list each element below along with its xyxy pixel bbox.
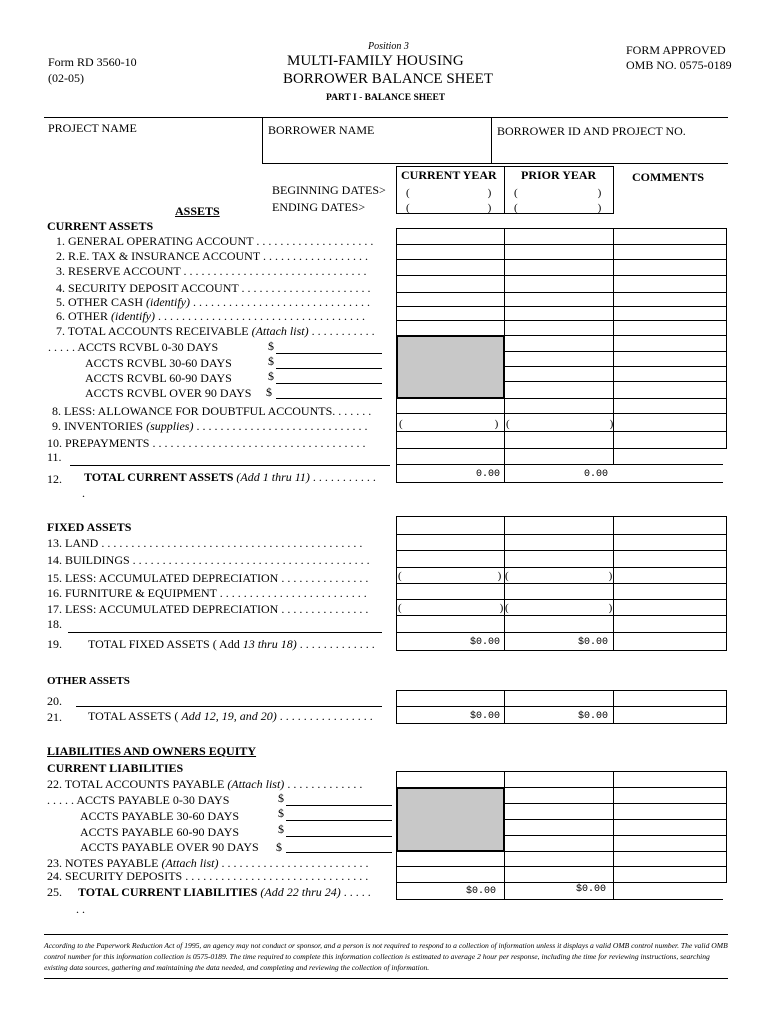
paperwork-reduction-notice: According to the Paperwork Reduction Act of 1995, an agency may not conduct or sponsor, and a person is not required to respond to a collection of information unless it displays a valid OMB control number. The valid OMB control number for this information collection is 0575-0189. The time required to complete this information collection is estimated to average 2 hour per response, including the time for reviewing instructions, searching existing data sources, gathering and maintaining the data needed, and completing and reviewing the collection of information. bbox=[44, 941, 728, 972]
current-year-header: CURRENT YEAR bbox=[401, 168, 497, 182]
line-15-cy-paren[interactable]: ( ) bbox=[398, 570, 502, 582]
ap-0-30-input[interactable] bbox=[286, 805, 392, 806]
ap-30-60-label: ACCTS PAYABLE 30-60 DAYS bbox=[80, 809, 240, 823]
line-8-label: 8. LESS: ALLOWANCE FOR DOUBTFUL ACCOUNTS. . . . . . . bbox=[52, 404, 372, 418]
total-assets-py: $0.00 bbox=[577, 711, 608, 722]
form-date: (02-05) bbox=[48, 71, 84, 85]
line-8-py-paren[interactable]: ( ) bbox=[506, 418, 614, 430]
total-current-liabilities-cy: $0.00 bbox=[465, 886, 496, 897]
omb-number: OMB NO. 0575-0189 bbox=[626, 58, 732, 72]
line-19-number: 19. bbox=[47, 637, 62, 651]
form-title-line2: BORROWER BALANCE SHEET bbox=[283, 71, 493, 87]
total-current-liabilities-py: $0.00 bbox=[575, 884, 606, 895]
ap-30-60-dollar: $ bbox=[278, 806, 284, 820]
line-10-label: 10. PREPAYMENTS . . . . . . . . . . . . . . . . . . . . . . . . . . . . . . . . . . . . bbox=[47, 436, 366, 450]
line-2-label: 2. R.E. TAX & INSURANCE ACCOUNT . . . . . . . . . . . . . . . . . . bbox=[56, 249, 368, 263]
prior-year-header: PRIOR YEAR bbox=[521, 168, 597, 182]
line-13-label: 13. LAND . . . . . . . . . . . . . . . . . . . . . . . . . . . . . . . . . . . . . . . . . . . . bbox=[47, 536, 363, 550]
ap-60-90-input[interactable] bbox=[286, 836, 392, 837]
line-1-label: 1. GENERAL OPERATING ACCOUNT . . . . . . . . . . . . . . . . . . . . bbox=[56, 234, 374, 248]
ar-30-60-dollar: $ bbox=[268, 354, 274, 368]
line-6-label: 6. OTHER (identify) . . . . . . . . . . . . . . . . . . . . . . . . . . . . . . . . . . . bbox=[56, 309, 365, 323]
line-24-label: 24. SECURITY DEPOSITS . . . . . . . . . . . . . . . . . . . . . . . . . . . . . . . bbox=[47, 869, 369, 883]
line-4-label: 4. SECURITY DEPOSIT ACCOUNT . . . . . . . . . . . . . . . . . . . . . . bbox=[56, 281, 371, 295]
borrower-id-field[interactable]: BORROWER ID AND PROJECT NO. bbox=[497, 124, 686, 138]
line-18-input[interactable] bbox=[68, 632, 382, 633]
line-11-input[interactable] bbox=[70, 465, 390, 466]
ap-over-90-dollar: $ bbox=[276, 840, 282, 854]
line-25-label: TOTAL CURRENT LIABILITIES (Add 22 thru 24) . . . . . bbox=[78, 885, 371, 899]
line-18-label: 18. bbox=[47, 617, 62, 631]
form-approved-label: FORM APPROVED bbox=[626, 43, 726, 57]
ap-60-90-label: ACCTS PAYABLE 60-90 DAYS bbox=[80, 825, 240, 839]
form-title-line1: MULTI-FAMILY HOUSING bbox=[287, 53, 464, 69]
ar-over-90-label: ACCTS RCVBL OVER 90 DAYS bbox=[85, 386, 252, 400]
beginning-dates-label: BEGINNING DATES> bbox=[272, 183, 386, 197]
ar-0-30-label: . . . . . ACCTS RCVBL 0-30 DAYS bbox=[48, 340, 219, 354]
line-17-label: 17. LESS: ACCUMULATED DEPRECIATION . . . . . . . . . . . . . . . bbox=[47, 602, 369, 616]
total-current-assets-cy: 0.00 bbox=[475, 469, 500, 480]
line-25-dots: . . bbox=[76, 902, 85, 916]
line-23-label: 23. NOTES PAYABLE (Attach list) . . . . . . . . . . . . . . . . . . . . . . . . . bbox=[47, 856, 369, 870]
total-assets-cy: $0.00 bbox=[469, 711, 500, 722]
ending-dates-label: ENDING DATES> bbox=[272, 200, 366, 214]
line-15-py-paren[interactable]: ( ) bbox=[505, 570, 613, 582]
ar-30-60-label: ACCTS RCVBL 30-60 DAYS bbox=[85, 356, 232, 370]
line-20-label: 20. bbox=[47, 694, 62, 708]
ar-shaded-cell bbox=[397, 336, 504, 398]
line-12-label: TOTAL CURRENT ASSETS (Add 1 thru 11) . . . . . . . . . . . bbox=[84, 470, 376, 484]
ar-60-90-label: ACCTS RCVBL 60-90 DAYS bbox=[85, 371, 232, 385]
line-21-number: 21. bbox=[47, 710, 62, 724]
project-name-field[interactable]: PROJECT NAME bbox=[48, 121, 137, 135]
py-beginning-date[interactable]: ( ) bbox=[514, 187, 602, 199]
ar-60-90-dollar: $ bbox=[268, 369, 274, 383]
line-19-label: TOTAL FIXED ASSETS ( Add 13 thru 18) . . . . . . . . . . . . . bbox=[88, 637, 375, 651]
form-number: Form RD 3560-10 bbox=[48, 55, 137, 69]
ap-over-90-input[interactable] bbox=[286, 852, 392, 853]
ar-0-30-dollar: $ bbox=[268, 339, 274, 353]
line-3-label: 3. RESERVE ACCOUNT . . . . . . . . . . . . . . . . . . . . . . . . . . . . . . . bbox=[56, 264, 367, 278]
ap-0-30-dollar: $ bbox=[278, 791, 284, 805]
py-ending-date[interactable]: ( ) bbox=[514, 202, 602, 214]
cy-ending-date[interactable]: ( ) bbox=[406, 202, 492, 214]
comments-header: COMMENTS bbox=[632, 170, 704, 184]
line-15-label: 15. LESS: ACCUMULATED DEPRECIATION . . . . . . . . . . . . . . . bbox=[47, 571, 369, 585]
part-label: PART I - BALANCE SHEET bbox=[326, 93, 446, 103]
assets-heading: ASSETS bbox=[175, 204, 220, 218]
total-fixed-assets-cy: $0.00 bbox=[469, 637, 500, 648]
line-17-cy-paren[interactable]: ( ) bbox=[398, 602, 504, 614]
line-12-dot: . bbox=[82, 486, 85, 500]
line-7-label: 7. TOTAL ACCOUNTS RECEIVABLE (Attach list) . . . . . . . . . . . bbox=[56, 324, 375, 338]
other-assets-heading: OTHER ASSETS bbox=[47, 675, 130, 687]
cy-beginning-date[interactable]: ( ) bbox=[406, 187, 492, 199]
ap-60-90-dollar: $ bbox=[278, 822, 284, 836]
line-22-label: 22. TOTAL ACCOUNTS PAYABLE (Attach list) . . . . . . . . . . . . . bbox=[47, 777, 363, 791]
line-25-number: 25. bbox=[47, 885, 62, 899]
line-5-label: 5. OTHER CASH (identify) . . . . . . . . . . . . . . . . . . . . . . . . . . . . . . bbox=[56, 295, 370, 309]
ap-0-30-label: . . . . . ACCTS PAYABLE 0-30 DAYS bbox=[47, 793, 230, 807]
ap-over-90-label: ACCTS PAYABLE OVER 90 DAYS bbox=[80, 840, 259, 854]
ar-over-90-input[interactable] bbox=[276, 398, 382, 399]
total-current-assets-py: 0.00 bbox=[583, 469, 608, 480]
position-label: Position 3 bbox=[368, 41, 409, 52]
ar-0-30-input[interactable] bbox=[276, 353, 382, 354]
ar-over-90-dollar: $ bbox=[266, 385, 272, 399]
current-assets-heading: CURRENT ASSETS bbox=[47, 219, 154, 233]
ap-30-60-input[interactable] bbox=[286, 820, 392, 821]
line-9-label: 9. INVENTORIES (supplies) . . . . . . . . . . . . . . . . . . . . . . . . . . . . . bbox=[52, 419, 368, 433]
line-11-label: 11. bbox=[47, 450, 62, 464]
line-20-input[interactable] bbox=[76, 706, 382, 707]
borrower-name-field[interactable]: BORROWER NAME bbox=[268, 123, 375, 137]
current-liabilities-heading: CURRENT LIABILITIES bbox=[47, 761, 184, 775]
total-fixed-assets-py: $0.00 bbox=[577, 637, 608, 648]
line-12-number: 12. bbox=[47, 472, 62, 486]
line-16-label: 16. FURNITURE & EQUIPMENT . . . . . . . . . . . . . . . . . . . . . . . . . bbox=[47, 586, 367, 600]
line-17-py-paren[interactable]: ( ) bbox=[505, 602, 613, 614]
ar-60-90-input[interactable] bbox=[276, 383, 382, 384]
fixed-assets-heading: FIXED ASSETS bbox=[47, 520, 132, 534]
line-21-label: TOTAL ASSETS ( Add 12, 19, and 20) . . . . . . . . . . . . . . . . bbox=[88, 709, 373, 723]
ap-shaded-cell bbox=[397, 788, 504, 851]
liabilities-heading: LIABILITIES AND OWNERS EQUITY bbox=[47, 744, 257, 758]
line-8-cy-paren[interactable]: ( ) bbox=[399, 418, 499, 430]
ar-30-60-input[interactable] bbox=[276, 368, 382, 369]
line-14-label: 14. BUILDINGS . . . . . . . . . . . . . . . . . . . . . . . . . . . . . . . . . . . . . . . . bbox=[47, 553, 370, 567]
